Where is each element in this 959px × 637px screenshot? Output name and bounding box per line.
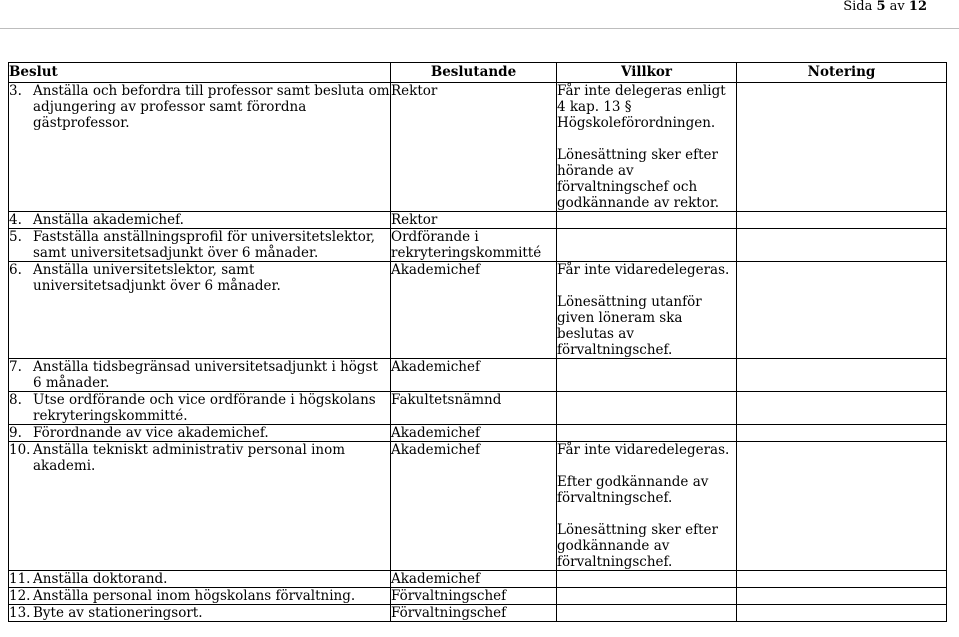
villkor-paragraph: Lönesättning sker efter godkännande av förvaltningschef. [557, 522, 718, 570]
villkor-paragraph: Lönesättning utanför given löneram ska beslutas av förvaltningschef. [557, 294, 702, 358]
table-row [9, 442, 947, 571]
table-row [9, 262, 947, 359]
cell-villkor [557, 425, 737, 442]
cell-notering [737, 588, 947, 605]
cell-villkor [557, 359, 737, 392]
cell-beslut [9, 588, 391, 605]
cell-beslut [9, 425, 391, 442]
row-number: 7. [9, 359, 22, 375]
cell-villkor [557, 442, 737, 571]
row-number: 6. [9, 262, 22, 278]
page-of: av [889, 0, 905, 14]
cell-beslutande: Akademichef [391, 359, 557, 392]
cell-beslutande: Fakultetsnämnd [391, 392, 557, 425]
row-beslut-text: Anställa personal inom högskolans förvaltning. [33, 588, 356, 604]
cell-beslutande: Rektor [391, 212, 557, 229]
row-beslut-text: Anställa och befordra till professor samt besluta om adjungering av professor samt förordna gästprofessor. [33, 83, 390, 131]
villkor-paragraph: Får inte delegeras enligt 4 kap. 13 § Högskoleförordningen. [557, 83, 726, 131]
villkor-paragraph: Får inte vidaredelegeras. [557, 442, 730, 458]
cell-villkor [557, 571, 737, 588]
row-number: 4. [9, 212, 22, 228]
table-header-row [9, 63, 947, 83]
cell-beslutande: Förvaltningschef [391, 605, 557, 622]
header-beslutande: Beslutande [391, 63, 557, 83]
cell-beslut [9, 212, 391, 229]
table-row [9, 83, 947, 212]
table-row [9, 605, 947, 622]
cell-beslut [9, 442, 391, 571]
header-notering: Notering [737, 63, 947, 83]
cell-beslut [9, 262, 391, 359]
row-beslut-text: Anställa tidsbegränsad universitetsadjunkt i högst 6 månader. [33, 359, 378, 391]
page-current: 5 [876, 0, 886, 14]
cell-villkor [557, 605, 737, 622]
row-number: 8. [9, 392, 22, 408]
cell-beslutande: Ordförande i rekryteringskommitté [391, 229, 557, 262]
row-number: 13. [9, 605, 31, 621]
row-number: 9. [9, 425, 22, 441]
table-row [9, 212, 947, 229]
cell-beslutande: Akademichef [391, 425, 557, 442]
cell-notering [737, 605, 947, 622]
cell-beslut [9, 229, 391, 262]
cell-villkor [557, 212, 737, 229]
header-villkor: Villkor [557, 63, 737, 83]
cell-beslut [9, 605, 391, 622]
cell-notering [737, 83, 947, 212]
villkor-paragraph: Får inte vidaredelegeras. [557, 262, 730, 278]
cell-beslutande: Rektor [391, 83, 557, 212]
cell-notering [737, 392, 947, 425]
page-total: 12 [908, 0, 927, 14]
cell-beslut [9, 392, 391, 425]
cell-beslut [9, 83, 391, 212]
row-beslut-text: Byte av stationeringsort. [33, 605, 203, 621]
cell-villkor [557, 262, 737, 359]
row-beslut-text: Utse ordförande och vice ordförande i högskolans rekryteringskommitté. [33, 392, 376, 424]
villkor-paragraph: Efter godkännande av förvaltningschef. [557, 474, 709, 506]
page-number [843, 0, 927, 14]
cell-notering [737, 442, 947, 571]
cell-beslutande: Akademichef [391, 571, 557, 588]
row-number: 3. [9, 83, 22, 99]
row-beslut-text: Förordnande av vice akademichef. [33, 425, 269, 441]
cell-villkor [557, 392, 737, 425]
cell-notering [737, 262, 947, 359]
row-beslut-text: Fastställa anställningsprofil för universitetslektor, samt universitetsadjunkt över 6 månader. [33, 229, 376, 261]
row-beslut-text: Anställa akademichef. [33, 212, 184, 228]
table-row [9, 392, 947, 425]
row-number: 11. [9, 571, 31, 587]
cell-beslutande: Akademichef [391, 262, 557, 359]
cell-villkor [557, 229, 737, 262]
cell-beslutande: Akademichef [391, 442, 557, 571]
cell-beslut [9, 571, 391, 588]
table-row [9, 588, 947, 605]
row-number: 12. [9, 588, 31, 604]
table-row [9, 359, 947, 392]
table-body [9, 83, 947, 622]
delegation-table [8, 62, 947, 622]
row-beslut-text: Anställa tekniskt administrativ personal inom akademi. [33, 442, 346, 474]
header-beslut: Beslut [9, 63, 391, 83]
cell-notering [737, 571, 947, 588]
cell-notering [737, 425, 947, 442]
page-header [0, 0, 959, 29]
row-number: 10. [9, 442, 31, 458]
cell-villkor [557, 83, 737, 212]
row-beslut-text: Anställa doktorand. [33, 571, 168, 587]
cell-beslutande: Förvaltningschef [391, 588, 557, 605]
cell-villkor [557, 588, 737, 605]
table-row [9, 571, 947, 588]
cell-notering [737, 229, 947, 262]
villkor-paragraph: Lönesättning sker efter hörande av förvaltningschef och godkännande av rektor. [557, 147, 720, 211]
page-label: Sida [843, 0, 873, 14]
cell-beslut [9, 359, 391, 392]
table-row [9, 425, 947, 442]
cell-notering [737, 212, 947, 229]
cell-notering [737, 359, 947, 392]
row-number: 5. [9, 229, 22, 245]
row-beslut-text: Anställa universitetslektor, samt universitetsadjunkt över 6 månader. [33, 262, 281, 294]
table-row [9, 229, 947, 262]
